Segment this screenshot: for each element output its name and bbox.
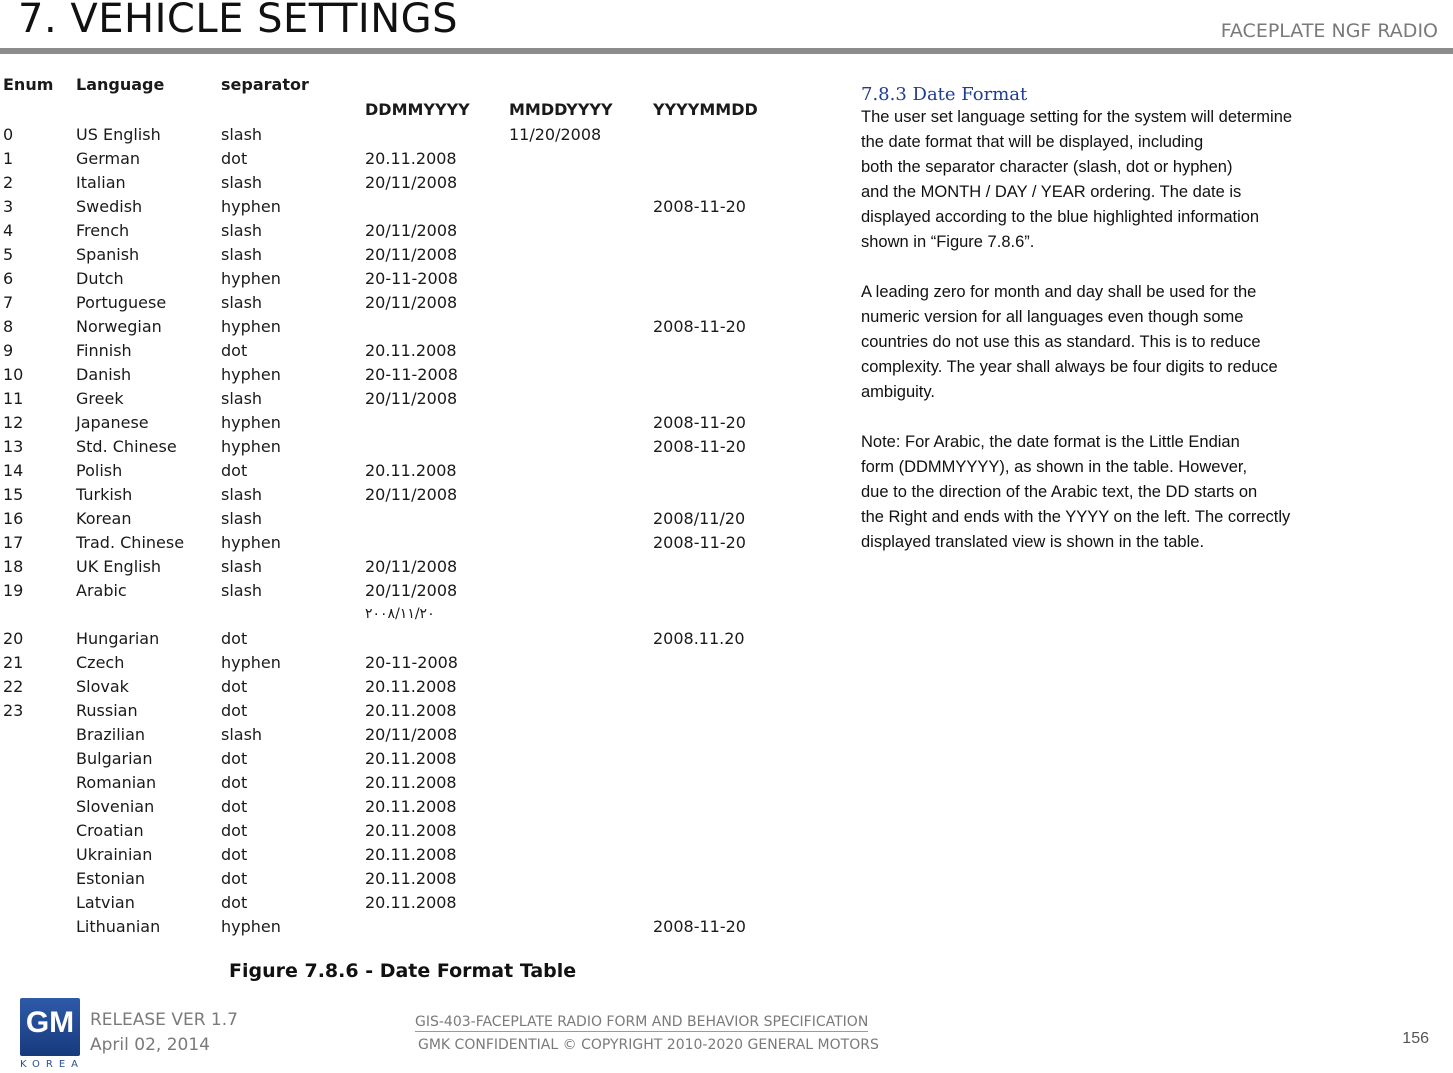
copyright: GMK CONFIDENTIAL © COPYRIGHT 2010-2020 GENERAL MOTORS bbox=[418, 1037, 879, 1053]
cell-yyyymmdd bbox=[653, 122, 773, 146]
cell-language: Finnish bbox=[76, 340, 132, 360]
table-row bbox=[0, 818, 773, 842]
cell-language: Czech bbox=[76, 652, 125, 672]
text-line: displayed translated view is shown in the table. bbox=[861, 533, 1205, 551]
cell-language: Russian bbox=[76, 700, 138, 720]
cell-mmddyyyy bbox=[509, 674, 653, 698]
cell-enum: 16 bbox=[3, 508, 24, 528]
cell-language: Arabic bbox=[76, 580, 127, 600]
cell-yyyymmdd bbox=[653, 722, 773, 746]
cell-language: Bulgarian bbox=[76, 748, 153, 768]
cell-ddmmyyyy: 20.11.2008 bbox=[365, 892, 457, 912]
cell-separator: dot bbox=[221, 772, 248, 792]
table-row bbox=[0, 266, 773, 290]
cell-ddmmyyyy bbox=[365, 410, 509, 434]
cell-mmddyyyy bbox=[509, 242, 653, 266]
cell-ddmmyyyy bbox=[365, 434, 509, 458]
cell-language: Portuguese bbox=[76, 292, 167, 312]
text-line: complexity. The year shall always be four digits to reduce bbox=[861, 358, 1278, 376]
cell-separator: dot bbox=[221, 796, 248, 816]
cell-mmddyyyy bbox=[509, 722, 653, 746]
table-row bbox=[0, 410, 773, 434]
cell-separator: dot bbox=[221, 868, 248, 888]
cell-ddmmyyyy: 20-11-2008 bbox=[365, 652, 458, 672]
cell-separator: slash bbox=[221, 388, 263, 408]
cell-yyyymmdd bbox=[653, 842, 773, 866]
cell-enum: 2 bbox=[3, 172, 14, 192]
cell-yyyymmdd bbox=[653, 794, 773, 818]
cell-yyyymmdd: 2008-11-20 bbox=[653, 316, 746, 336]
cell-language: US English bbox=[76, 124, 161, 144]
cell-language: Croatian bbox=[76, 820, 144, 840]
cell-separator: slash bbox=[221, 124, 263, 144]
cell-yyyymmdd bbox=[653, 890, 773, 914]
cell-separator: hyphen bbox=[221, 916, 281, 936]
cell-ddmmyyyy bbox=[365, 314, 509, 338]
cell-mmddyyyy bbox=[509, 578, 653, 602]
cell-ddmmyyyy: 20.11.2008 bbox=[365, 148, 457, 168]
cell-language: Estonian bbox=[76, 868, 146, 888]
cell-mmddyyyy bbox=[509, 338, 653, 362]
cell-separator: hyphen bbox=[221, 268, 281, 288]
cell-ddmmyyyy: 20.11.2008 bbox=[365, 820, 457, 840]
cell-enum: 4 bbox=[3, 220, 14, 240]
cell-enum bbox=[0, 746, 76, 770]
cell-language: Italian bbox=[76, 172, 126, 192]
cell-separator: dot bbox=[221, 340, 248, 360]
cell-enum bbox=[0, 914, 76, 938]
cell-mmddyyyy bbox=[509, 842, 653, 866]
cell-mmddyyyy bbox=[509, 506, 653, 530]
cell-ddmmyyyy: 20.11.2008 bbox=[365, 748, 457, 768]
section-heading: 7.8.3 Date Format bbox=[861, 84, 1028, 105]
table-row bbox=[0, 314, 773, 338]
cell-enum bbox=[0, 818, 76, 842]
table-row bbox=[0, 914, 773, 938]
table-row bbox=[0, 674, 773, 698]
cell-ddmmyyyy: 20/11/2008 bbox=[365, 172, 458, 192]
cell-ddmmyyyy: 20.11.2008 bbox=[365, 676, 457, 696]
cell-yyyymmdd bbox=[653, 218, 773, 242]
table-row bbox=[0, 794, 773, 818]
cell-language: Lithuanian bbox=[76, 916, 161, 936]
cell-mmddyyyy bbox=[509, 386, 653, 410]
cell-separator: slash bbox=[221, 244, 263, 264]
text-line: The user set language setting for the system will determine bbox=[861, 108, 1293, 126]
cell-ddmmyyyy: 20.11.2008 bbox=[365, 340, 457, 360]
table-row bbox=[0, 722, 773, 746]
cell-separator: hyphen bbox=[221, 364, 281, 384]
table-row bbox=[0, 458, 773, 482]
cell-yyyymmdd bbox=[653, 674, 773, 698]
text-line: due to the direction of the Arabic text, the DD starts on bbox=[861, 483, 1258, 501]
cell-ddmmyyyy: 20.11.2008 bbox=[365, 796, 457, 816]
cell-yyyymmdd: 2008-11-20 bbox=[653, 916, 746, 936]
cell-mmddyyyy bbox=[509, 218, 653, 242]
cell-mmddyyyy bbox=[509, 170, 653, 194]
header-ddmmyyyy: DDMMYYYY bbox=[365, 99, 470, 119]
table-row bbox=[0, 578, 773, 602]
cell-ddmmyyyy: 20/11/2008 bbox=[365, 220, 458, 240]
cell-yyyymmdd: 2008-11-20 bbox=[653, 532, 746, 552]
cell-separator: dot bbox=[221, 892, 248, 912]
cell-enum: 20 bbox=[3, 628, 24, 648]
table-row bbox=[0, 146, 773, 170]
header-language: Language bbox=[76, 74, 165, 94]
cell-enum bbox=[0, 866, 76, 890]
table-row bbox=[0, 194, 773, 218]
text-line: numeric version for all languages even though some bbox=[861, 308, 1244, 326]
cell-enum: 12 bbox=[3, 412, 24, 432]
cell-yyyymmdd: 2008/11/20 bbox=[653, 508, 746, 528]
cell-yyyymmdd: 2008-11-20 bbox=[653, 196, 746, 216]
cell-separator: slash bbox=[221, 580, 263, 600]
spec-title: GIS-403-FACEPLATE RADIO FORM AND BEHAVIOR SPECIFICATION bbox=[415, 1014, 869, 1030]
paragraph-leading-zero bbox=[861, 280, 1421, 405]
table-row bbox=[0, 290, 773, 314]
cell-yyyymmdd bbox=[653, 362, 773, 386]
text-line: and the MONTH / DAY / YEAR ordering. The date is bbox=[861, 183, 1242, 201]
table-row bbox=[0, 122, 773, 146]
cell-yyyymmdd: 2008-11-20 bbox=[653, 412, 746, 432]
cell-ddmmyyyy: 20-11-2008 bbox=[365, 364, 458, 384]
cell-separator: hyphen bbox=[221, 436, 281, 456]
text-line: ambiguity. bbox=[861, 383, 935, 401]
cell-separator: slash bbox=[221, 220, 263, 240]
header-separator: separator bbox=[221, 74, 309, 94]
cell-language: Danish bbox=[76, 364, 132, 384]
cell-yyyymmdd bbox=[653, 338, 773, 362]
cell-language: French bbox=[76, 220, 130, 240]
cell-enum: 19 bbox=[3, 580, 24, 600]
cell-language: Japanese bbox=[76, 412, 149, 432]
cell-language: Turkish bbox=[76, 484, 133, 504]
cell-yyyymmdd bbox=[653, 266, 773, 290]
cell-yyyymmdd bbox=[653, 650, 773, 674]
cell-mmddyyyy: 11/20/2008 bbox=[509, 124, 602, 144]
figure-caption: Figure 7.8.6 - Date Format Table bbox=[229, 960, 577, 982]
cell-separator: slash bbox=[221, 724, 263, 744]
table-header-row bbox=[0, 72, 773, 96]
cell-yyyymmdd bbox=[653, 818, 773, 842]
cell-mmddyyyy bbox=[509, 482, 653, 506]
cell-mmddyyyy bbox=[509, 362, 653, 386]
cell-separator: dot bbox=[221, 748, 248, 768]
cell-enum: 3 bbox=[3, 196, 14, 216]
cell-separator: slash bbox=[221, 508, 263, 528]
table-row bbox=[0, 650, 773, 674]
header-divider bbox=[0, 48, 1453, 54]
cell-yyyymmdd bbox=[653, 146, 773, 170]
logo-subtitle: KOREA bbox=[20, 1059, 84, 1070]
cell-ddmmyyyy bbox=[365, 530, 509, 554]
header-mmddyyyy: MMDDYYYY bbox=[509, 99, 613, 119]
table-row bbox=[0, 842, 773, 866]
cell-language: Norwegian bbox=[76, 316, 162, 336]
cell-mmddyyyy bbox=[509, 818, 653, 842]
paragraph-arabic-note bbox=[861, 430, 1421, 555]
cell-mmddyyyy bbox=[509, 794, 653, 818]
table-row-arabic-numerals bbox=[0, 602, 773, 626]
cell-enum: 17 bbox=[3, 532, 24, 552]
text-line: displayed according to the blue highlighted information bbox=[861, 208, 1260, 226]
cell-yyyymmdd bbox=[653, 746, 773, 770]
cell-ddmmyyyy bbox=[365, 506, 509, 530]
cell-enum bbox=[0, 842, 76, 866]
table-row bbox=[0, 554, 773, 578]
release-date: April 02, 2014 bbox=[90, 1035, 210, 1055]
cell-mmddyyyy bbox=[509, 914, 653, 938]
cell-ddmmyyyy: 20/11/2008 bbox=[365, 244, 458, 264]
cell-separator: hyphen bbox=[221, 532, 281, 552]
cell-separator: hyphen bbox=[221, 316, 281, 336]
cell-yyyymmdd bbox=[653, 290, 773, 314]
cell-enum: 10 bbox=[3, 364, 24, 384]
text-line: countries do not use this as standard. This is to reduce bbox=[861, 333, 1261, 351]
cell-enum: 22 bbox=[3, 676, 24, 696]
cell-mmddyyyy bbox=[509, 194, 653, 218]
cell-enum: 0 bbox=[3, 124, 14, 144]
cell-ddmmyyyy: 20.11.2008 bbox=[365, 772, 457, 792]
table-row bbox=[0, 626, 773, 650]
cell-ddmmyyyy: 20/11/2008 bbox=[365, 724, 458, 744]
cell-separator: dot bbox=[221, 844, 248, 864]
table-row bbox=[0, 890, 773, 914]
text-line: the date format that will be displayed, including bbox=[861, 133, 1204, 151]
text-line: shown in “Figure 7.8.6”. bbox=[861, 233, 1035, 251]
cell-separator: slash bbox=[221, 556, 263, 576]
cell-mmddyyyy bbox=[509, 434, 653, 458]
cell-ddmmyyyy bbox=[365, 194, 509, 218]
section-body bbox=[861, 105, 1421, 580]
document-name: FACEPLATE NGF RADIO bbox=[1220, 20, 1438, 42]
cell-arabic-date: ٢٠٠٨/١١/٢٠ bbox=[365, 606, 435, 622]
cell-yyyymmdd: 2008.11.20 bbox=[653, 628, 745, 648]
cell-separator: hyphen bbox=[221, 652, 281, 672]
cell-separator: hyphen bbox=[221, 412, 281, 432]
table-row bbox=[0, 170, 773, 194]
cell-enum bbox=[0, 890, 76, 914]
header-yyyymmdd: YYYYMMDD bbox=[653, 99, 758, 119]
cell-language: Ukrainian bbox=[76, 844, 153, 864]
cell-language: Spanish bbox=[76, 244, 140, 264]
cell-mmddyyyy bbox=[509, 530, 653, 554]
cell-mmddyyyy bbox=[509, 650, 653, 674]
table-row bbox=[0, 218, 773, 242]
text-line: form (DDMMYYYY), as shown in the table. However, bbox=[861, 458, 1248, 476]
cell-mmddyyyy bbox=[509, 890, 653, 914]
cell-ddmmyyyy bbox=[365, 626, 509, 650]
cell-yyyymmdd bbox=[653, 578, 773, 602]
cell-language: Hungarian bbox=[76, 628, 160, 648]
table-body bbox=[0, 122, 773, 938]
cell-enum: 13 bbox=[3, 436, 24, 456]
cell-separator: dot bbox=[221, 148, 248, 168]
cell-yyyymmdd bbox=[653, 386, 773, 410]
table-row bbox=[0, 530, 773, 554]
cell-mmddyyyy bbox=[509, 698, 653, 722]
cell-mmddyyyy bbox=[509, 266, 653, 290]
table-row bbox=[0, 482, 773, 506]
gm-logo bbox=[20, 998, 80, 1056]
cell-separator: slash bbox=[221, 292, 263, 312]
cell-yyyymmdd bbox=[653, 458, 773, 482]
cell-mmddyyyy bbox=[509, 626, 653, 650]
cell-enum: 21 bbox=[3, 652, 24, 672]
cell-separator: dot bbox=[221, 700, 248, 720]
cell-yyyymmdd bbox=[653, 554, 773, 578]
table-row bbox=[0, 434, 773, 458]
cell-yyyymmdd bbox=[653, 698, 773, 722]
cell-language: Latvian bbox=[76, 892, 135, 912]
cell-language: Romanian bbox=[76, 772, 157, 792]
cell-yyyymmdd: 2008-11-20 bbox=[653, 436, 746, 456]
cell-mmddyyyy bbox=[509, 290, 653, 314]
cell-mmddyyyy bbox=[509, 746, 653, 770]
cell-ddmmyyyy: 20/11/2008 bbox=[365, 292, 458, 312]
cell-language: Polish bbox=[76, 460, 123, 480]
table-row bbox=[0, 866, 773, 890]
cell-enum bbox=[0, 794, 76, 818]
cell-language: Std. Chinese bbox=[76, 436, 177, 456]
text-line: both the separator character (slash, dot or hyphen) bbox=[861, 158, 1233, 176]
cell-language: Brazilian bbox=[76, 724, 146, 744]
cell-yyyymmdd bbox=[653, 170, 773, 194]
cell-enum: 14 bbox=[3, 460, 24, 480]
cell-enum bbox=[0, 722, 76, 746]
cell-language: Trad. Chinese bbox=[76, 532, 185, 552]
cell-separator: dot bbox=[221, 820, 248, 840]
cell-yyyymmdd bbox=[653, 770, 773, 794]
cell-enum: 6 bbox=[3, 268, 14, 288]
cell-ddmmyyyy: 20.11.2008 bbox=[365, 700, 457, 720]
cell-ddmmyyyy bbox=[365, 914, 509, 938]
cell-ddmmyyyy: 20.11.2008 bbox=[365, 460, 457, 480]
cell-separator: dot bbox=[221, 628, 248, 648]
cell-ddmmyyyy: 20.11.2008 bbox=[365, 868, 457, 888]
text-line: the Right and ends with the YYYY on the left. The correctly bbox=[861, 508, 1291, 526]
cell-enum bbox=[0, 770, 76, 794]
cell-language: Swedish bbox=[76, 196, 143, 216]
table-row bbox=[0, 698, 773, 722]
cell-mmddyyyy bbox=[509, 314, 653, 338]
cell-ddmmyyyy: 20/11/2008 bbox=[365, 556, 458, 576]
cell-yyyymmdd bbox=[653, 482, 773, 506]
cell-yyyymmdd bbox=[653, 242, 773, 266]
cell-mmddyyyy bbox=[509, 458, 653, 482]
cell-ddmmyyyy: 20/11/2008 bbox=[365, 484, 458, 504]
cell-mmddyyyy bbox=[509, 866, 653, 890]
cell-language: Slovenian bbox=[76, 796, 155, 816]
cell-mmddyyyy bbox=[509, 410, 653, 434]
page-title: 7. VEHICLE SETTINGS bbox=[18, 0, 459, 42]
cell-separator: slash bbox=[221, 172, 263, 192]
cell-language: Slovak bbox=[76, 676, 129, 696]
table-row bbox=[0, 506, 773, 530]
page-number: 156 bbox=[1402, 1030, 1429, 1047]
table-row bbox=[0, 386, 773, 410]
cell-enum: 5 bbox=[3, 244, 14, 264]
paragraph-intro bbox=[861, 105, 1421, 255]
text-line: Note: For Arabic, the date format is the Little Endian bbox=[861, 433, 1240, 451]
cell-language: Dutch bbox=[76, 268, 124, 288]
cell-separator: hyphen bbox=[221, 196, 281, 216]
cell-mmddyyyy bbox=[509, 146, 653, 170]
cell-ddmmyyyy bbox=[365, 122, 509, 146]
table-row bbox=[0, 362, 773, 386]
cell-ddmmyyyy: 20/11/2008 bbox=[365, 388, 458, 408]
header-enum: Enum bbox=[3, 74, 54, 94]
cell-separator: dot bbox=[221, 676, 248, 696]
cell-enum: 7 bbox=[3, 292, 14, 312]
cell-ddmmyyyy: 20-11-2008 bbox=[365, 268, 458, 288]
table-row bbox=[0, 242, 773, 266]
logo-text: GM bbox=[25, 1006, 75, 1039]
release-version: RELEASE VER 1.7 bbox=[90, 1010, 238, 1030]
cell-language: UK English bbox=[76, 556, 162, 576]
cell-language: Korean bbox=[76, 508, 132, 528]
cell-language: German bbox=[76, 148, 141, 168]
cell-enum: 15 bbox=[3, 484, 24, 504]
cell-enum: 1 bbox=[3, 148, 14, 168]
cell-mmddyyyy bbox=[509, 554, 653, 578]
table-row bbox=[0, 770, 773, 794]
cell-ddmmyyyy: 20/11/2008 bbox=[365, 580, 458, 600]
date-format-table bbox=[0, 72, 773, 938]
cell-ddmmyyyy: 20.11.2008 bbox=[365, 844, 457, 864]
cell-mmddyyyy bbox=[509, 770, 653, 794]
cell-language: Greek bbox=[76, 388, 124, 408]
cell-enum: 11 bbox=[3, 388, 24, 408]
cell-enum: 23 bbox=[3, 700, 24, 720]
table-row bbox=[0, 746, 773, 770]
cell-enum: 8 bbox=[3, 316, 14, 336]
cell-separator: slash bbox=[221, 484, 263, 504]
cell-enum: 18 bbox=[3, 556, 24, 576]
text-line: A leading zero for month and day shall be used for the bbox=[861, 283, 1257, 301]
cell-separator: dot bbox=[221, 460, 248, 480]
table-subheader-row bbox=[0, 96, 773, 122]
cell-yyyymmdd bbox=[653, 866, 773, 890]
table-row bbox=[0, 338, 773, 362]
cell-enum: 9 bbox=[3, 340, 14, 360]
